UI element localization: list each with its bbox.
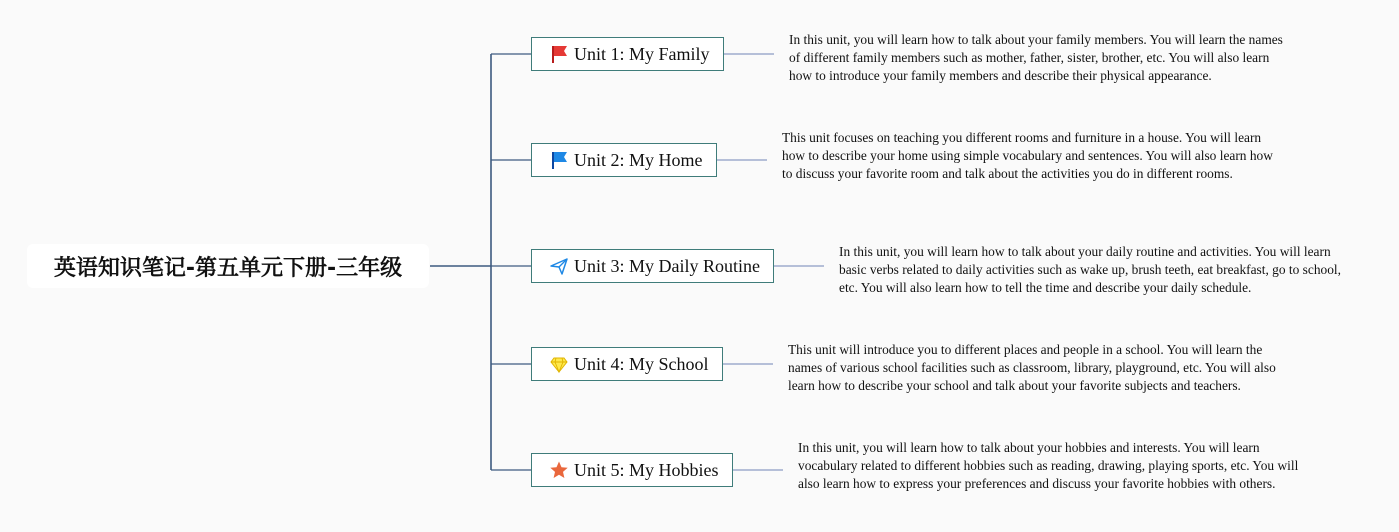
topic-unit-5[interactable] xyxy=(531,453,733,487)
topic-unit-1[interactable] xyxy=(531,37,724,71)
description-unit-3: In this unit, you will learn how to talk about your daily routine and activities. You will learn basic verbs related to daily activities such as wake up, brush teeth, eat breakfast, go to school, etc. You will also learn how to tell the time and describe your daily schedule. xyxy=(839,244,1341,295)
topic-unit-4[interactable] xyxy=(531,347,723,381)
topic-unit-2[interactable] xyxy=(531,143,717,177)
diamond-icon xyxy=(548,353,570,375)
red-flag-icon xyxy=(548,43,570,65)
root-topic[interactable] xyxy=(27,244,429,288)
topic-unit-3[interactable] xyxy=(531,249,774,283)
description-unit-2: This unit focuses on teaching you different rooms and furniture in a house. You will learn how to describe your home using simple vocabulary and sentences. You will also learn how to discuss your favorite room and talk about the activities you do in different rooms. xyxy=(782,130,1273,181)
description-unit-5: In this unit, you will learn how to talk about your hobbies and interests. You will learn vocabulary related to different hobbies such as reading, drawing, playing sports, etc. You will also learn how to express your preferences and discuss your favorite hobbies with others. xyxy=(798,440,1299,491)
blue-flag-icon xyxy=(548,149,570,171)
topic-label-unit-3: Unit 3: My Daily Routine xyxy=(574,255,760,276)
root-title: 英语知识笔记-第五单元下册-三年级 xyxy=(53,255,403,281)
description-unit-4: This unit will introduce you to different places and people in a school. You will learn the names of various school facilities such as classroom, library, playground, etc. You will also learn how to describe your school and talk about your favorite subjects and teachers. xyxy=(788,342,1276,393)
star-icon xyxy=(548,459,570,481)
paper-plane-icon xyxy=(548,255,570,277)
description-unit-1: In this unit, you will learn how to talk about your family members. You will learn the names of different family members such as mother, father, sister, brother, etc. You will also learn how to introduce your family members and describe their physical appearance. xyxy=(789,32,1283,83)
topic-label-unit-2: Unit 2: My Home xyxy=(574,149,703,170)
topic-label-unit-1: Unit 1: My Family xyxy=(574,43,710,64)
topic-label-unit-5: Unit 5: My Hobbies xyxy=(574,459,719,480)
topic-label-unit-4: Unit 4: My School xyxy=(574,353,709,374)
